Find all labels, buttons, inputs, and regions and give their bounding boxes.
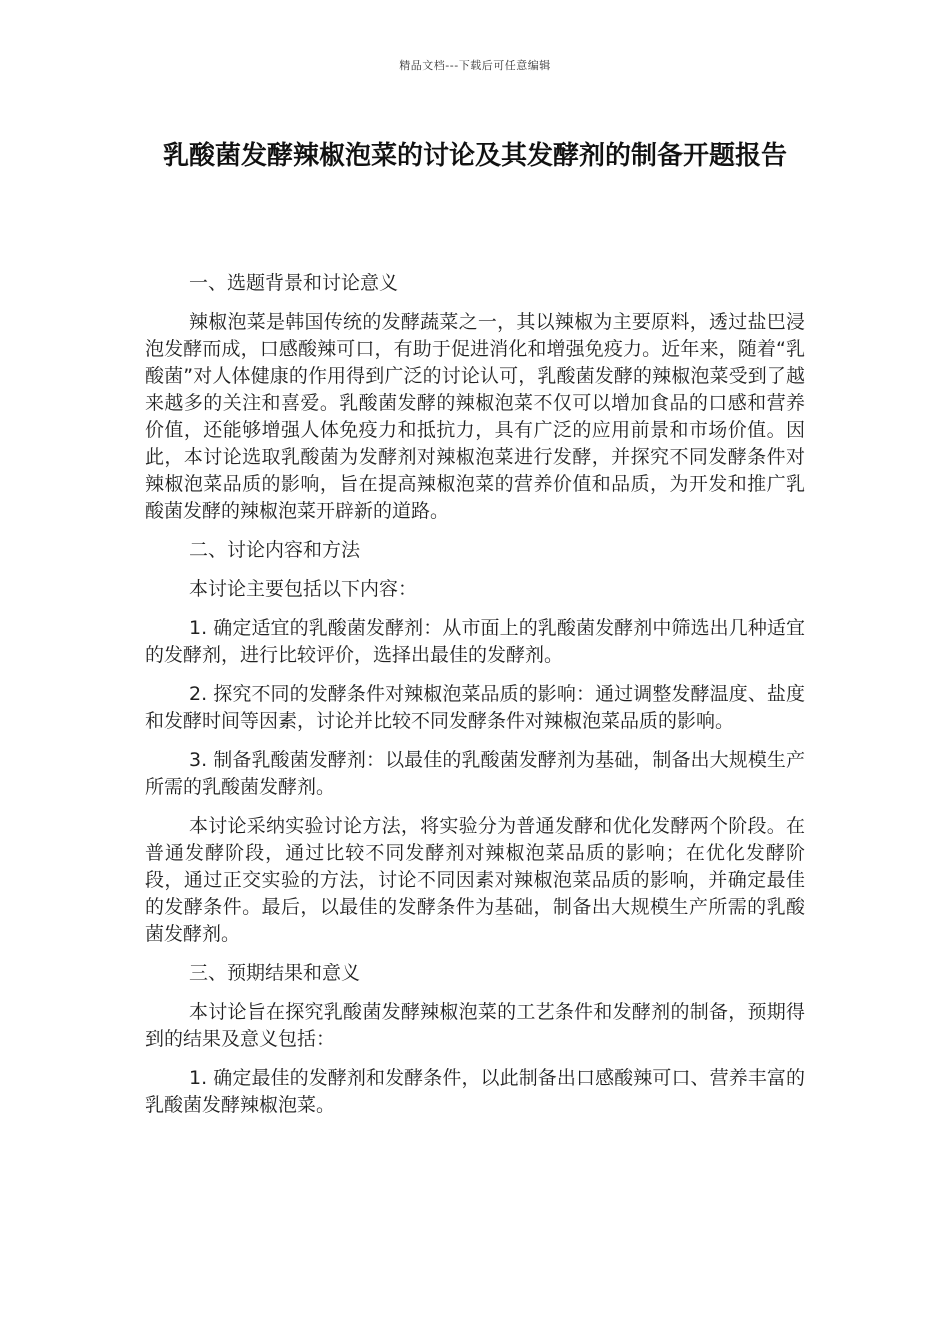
- section-2-heading: 二、讨论内容和方法: [189, 539, 361, 561]
- section-2-intro: 本讨论主要包括以下内容：: [189, 578, 418, 600]
- section-1-heading: 一、选题背景和讨论意义: [189, 272, 399, 294]
- section-3-heading: 三、预期结果和意义: [189, 962, 361, 984]
- header-note: 精品文档---下载后可任意编辑: [399, 59, 551, 72]
- section-1-paragraph: 辣椒泡菜是韩国传统的发酵蔬菜之一，其以辣椒为主要原料，透过盐巴浸泡发酵而成，口感酸辣可口，有助于促进消化和增强免疫力。近年来，随着“乳酸菌”对人体健康的作用得到广泛的讨论认可，乳酸菌发酵的辣椒泡菜受到了越来越多的关注和喜爱。乳酸菌发酵的辣椒泡菜不仅可以增加食品的口感和营养价值，还能够增强人体免疫力和抵抗力，具有广泛的应用前景和市场价值。因此，本讨论选取乳酸菌为发酵剂对辣椒泡菜进行发酵，并探究不同发酵条件对辣椒泡菜品质的影响，旨在提高辣椒泡菜的营养价值和品质，为开发和推广乳酸菌发酵的辣椒泡菜开辟新的道路。: [145, 311, 805, 522]
- document-body: [145, 270, 805, 1131]
- section-2-method: 本讨论采纳实验讨论方法，将实验分为普通发酵和优化发酵两个阶段。在普通发酵阶段，通过比较不同发酵剂对辣椒泡菜品质的影响；在优化发酵阶段，通过正交实验的方法，讨论不同因素对辣椒泡菜品质的影响，并确定最佳的发酵条件。最后，以最佳的发酵条件为基础，制备出大规模生产所需的乳酸菌发酵剂。: [145, 815, 805, 945]
- section-2-item-3: 3. 制备乳酸菌发酵剂：以最佳的乳酸菌发酵剂为基础，制备出大规模生产所需的乳酸菌发酵剂。: [145, 749, 805, 798]
- section-2-item-2: 2. 探究不同的发酵条件对辣椒泡菜品质的影响：通过调整发酵温度、盐度和发酵时间等因素，讨论并比较不同发酵条件对辣椒泡菜品质的影响。: [145, 683, 805, 732]
- section-3-item-1: 1. 确定最佳的发酵剂和发酵条件，以此制备出口感酸辣可口、营养丰富的乳酸菌发酵辣椒泡菜。: [145, 1067, 805, 1116]
- section-3-intro: 本讨论旨在探究乳酸菌发酵辣椒泡菜的工艺条件和发酵剂的制备，预期得到的结果及意义包括：: [145, 1001, 805, 1050]
- section-2-item-1: 1. 确定适宜的乳酸菌发酵剂：从市面上的乳酸菌发酵剂中筛选出几种适宜的发酵剂，进行比较评价，选择出最佳的发酵剂。: [145, 617, 805, 666]
- document-title: 乳酸菌发酵辣椒泡菜的讨论及其发酵剂的制备开题报告: [162, 141, 787, 171]
